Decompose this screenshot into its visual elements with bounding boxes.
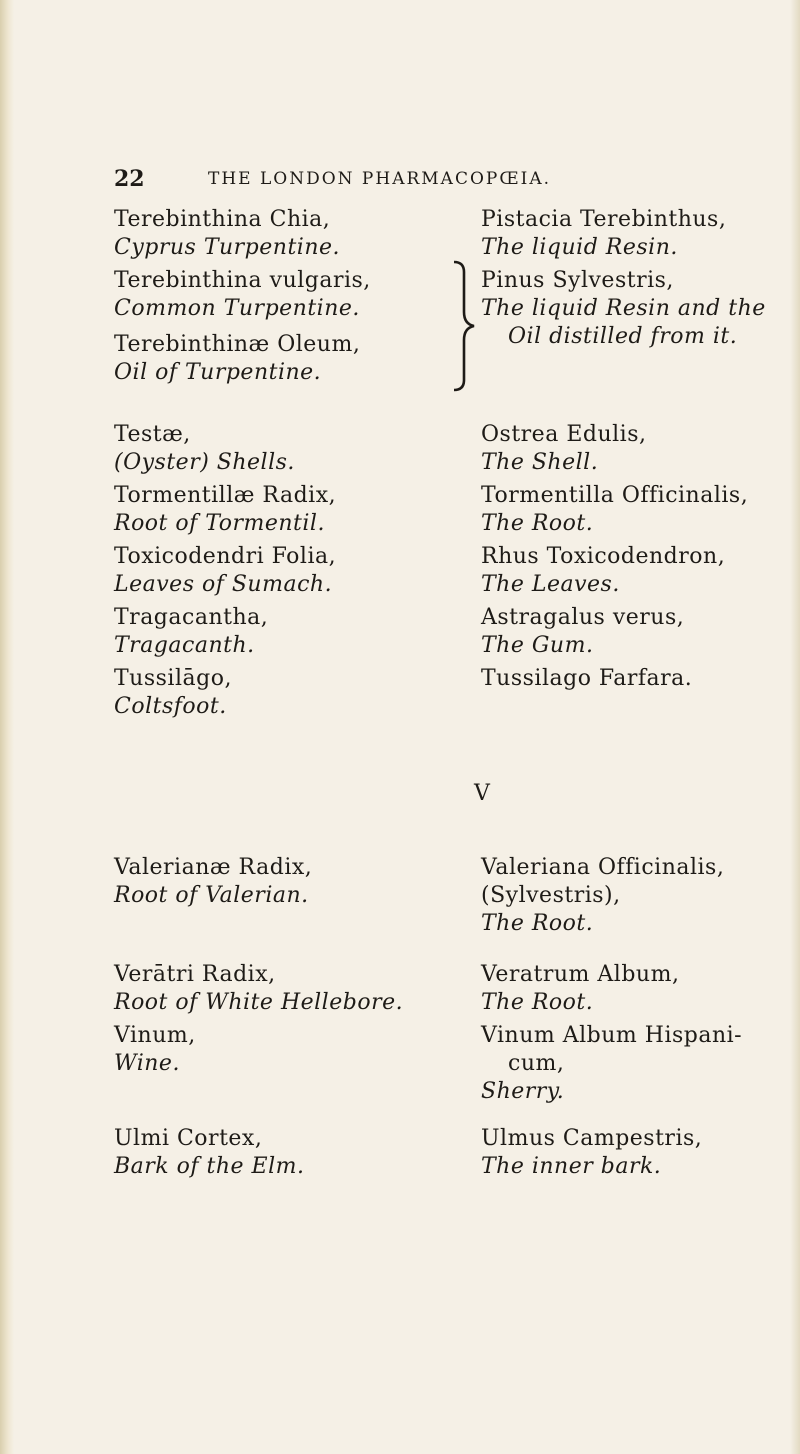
entry-english: Oil of Turpentine. — [114, 360, 322, 385]
entry-source: cum, — [508, 1051, 565, 1076]
brace-icon — [450, 256, 478, 396]
entry-source: The inner bark. — [481, 1154, 662, 1179]
entry-source: (Sylvestris), — [481, 883, 621, 908]
entry-latin: Terebinthina Chia, — [114, 207, 331, 232]
entry-source: The Gum. — [481, 633, 594, 658]
entry-english: (Oyster) Shells. — [114, 450, 295, 475]
entry-source: The Root. — [481, 990, 594, 1015]
entry-source: The liquid Resin and the — [481, 296, 766, 321]
entry-latin: Tragacantha, — [114, 605, 269, 630]
entry-latin: Tormentillæ Radix, — [114, 483, 337, 508]
entry-english: Root of Valerian. — [114, 883, 309, 908]
entry-english: Root of White Hellebore. — [114, 990, 404, 1015]
entry-english: Tragacanth. — [114, 633, 255, 658]
entry-english: Leaves of Sumach. — [114, 572, 333, 597]
entry-source: The liquid Resin. — [481, 235, 678, 260]
entry-source: Astragalus verus, — [481, 605, 685, 630]
entry-source: Valeriana Officinalis, — [481, 855, 725, 880]
entry-source: Pistacia Terebinthus, — [481, 207, 727, 232]
entry-latin: Testæ, — [114, 422, 191, 447]
entry-latin: Verātri Radix, — [114, 962, 276, 987]
entry-source: Tormentilla Officinalis, — [481, 483, 749, 508]
page-edge-left — [0, 0, 14, 1454]
entry-source: Ostrea Edulis, — [481, 422, 647, 447]
entry-english: Cyprus Turpentine. — [114, 235, 341, 260]
entry-latin: Toxicodendri Folia, — [114, 544, 337, 569]
running-head: THE LONDON PHARMACOPŒIA. — [208, 169, 552, 189]
section-letter: V — [474, 781, 490, 806]
entry-english: Common Turpentine. — [114, 296, 360, 321]
entry-source: The Root. — [481, 911, 594, 936]
entry-source: The Shell. — [481, 450, 599, 475]
entry-english: Wine. — [114, 1051, 180, 1076]
entry-source: Pinus Sylvestris, — [481, 268, 674, 293]
page-number: 22 — [114, 166, 145, 192]
entry-source: The Root. — [481, 511, 594, 536]
entry-english: Bark of the Elm. — [114, 1154, 305, 1179]
page-edge-right — [790, 0, 800, 1454]
entry-latin: Terebinthinæ Oleum, — [114, 332, 361, 357]
entry-latin: Vinum, — [114, 1023, 196, 1048]
entry-source: Oil distilled from it. — [508, 324, 738, 349]
entry-latin: Tussilāgo, — [114, 666, 232, 691]
entry-source: Rhus Toxicodendron, — [481, 544, 726, 569]
entry-latin: Valerianæ Radix, — [114, 855, 313, 880]
entry-source: The Leaves. — [481, 572, 620, 597]
entry-latin: Ulmi Cortex, — [114, 1126, 263, 1151]
entry-latin: Terebinthina vulgaris, — [114, 268, 371, 293]
entry-english: Root of Tormentil. — [114, 511, 325, 536]
entry-source: Ulmus Campestris, — [481, 1126, 703, 1151]
entry-source: Tussilago Farfara. — [481, 666, 693, 691]
entry-source: Sherry. — [481, 1079, 565, 1104]
entry-source: Vinum Album Hispani- — [481, 1023, 743, 1048]
entry-source: Veratrum Album, — [481, 962, 680, 987]
entry-english: Coltsfoot. — [114, 694, 227, 719]
